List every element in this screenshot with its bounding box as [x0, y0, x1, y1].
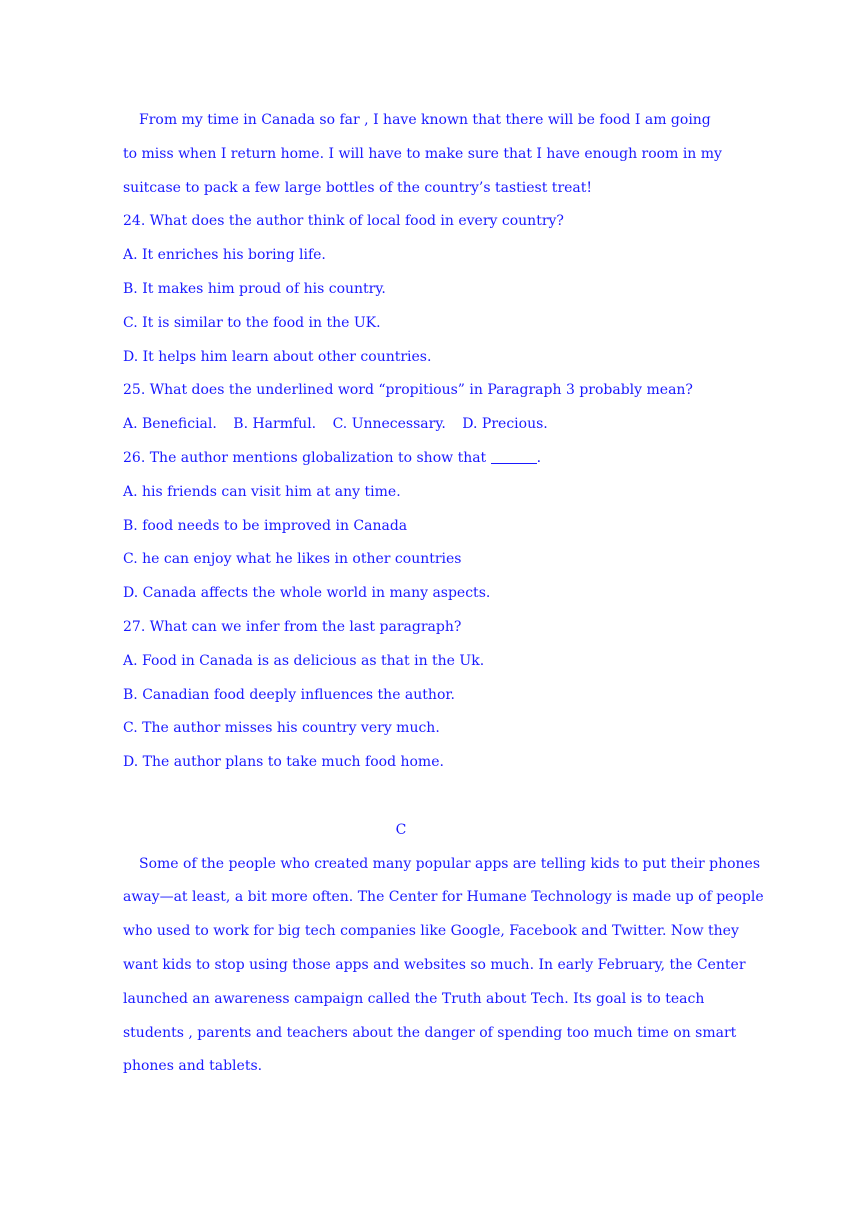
q27-option-c: C. The author misses his country very much.: [123, 720, 440, 737]
q27-option-d: D. The author plans to take much food home.: [123, 754, 444, 771]
section-c-title: C: [395, 821, 407, 838]
q25-option-d: D. Precious.: [462, 416, 548, 433]
q26-question-text: 26. The author mentions globalization to show that: [123, 449, 487, 466]
q26-question-end: .: [536, 449, 542, 466]
q25-option-c: C. Unnecessary.: [332, 416, 446, 433]
q24-option-a: A. It enriches his boring life.: [123, 247, 326, 264]
q27-option-b: B. Canadian food deeply influences the author.: [123, 686, 455, 703]
section-spacer: [123, 780, 743, 814]
question-25: 25. What does the underlined word “propitious” in Paragraph 3 probably mean?: [123, 382, 693, 399]
paragraph-line: Some of the people who created many popular apps are telling kids to put their phones: [139, 855, 761, 872]
q25-option-a: A. Beneficial.: [123, 416, 217, 433]
question-26: [123, 442, 743, 476]
q26-option-a: A. his friends can visit him at any time.: [123, 483, 401, 500]
paragraph-line: want kids to stop using those apps and websites so much. In early February, the Center: [123, 956, 746, 973]
paragraph-line: launched an awareness campaign called the Truth about Tech. Its goal is to teach: [123, 990, 705, 1007]
q26-option-d: D. Canada affects the whole world in many aspects.: [123, 585, 491, 602]
q25-options: [123, 408, 743, 442]
q26-option-b: B. food needs to be improved in Canada: [123, 517, 408, 534]
document-page: [123, 104, 764, 1084]
q26-option-c: C. he can enjoy what he likes in other countries: [123, 551, 462, 568]
answer-blank: [491, 449, 537, 464]
paragraph-line: who used to work for big tech companies like Google, Facebook and Twitter. Now they: [123, 923, 739, 940]
q25-option-b: B. Harmful.: [233, 416, 317, 433]
question-27: 27. What can we infer from the last paragraph?: [123, 618, 462, 635]
paragraph-line: away—at least, a bit more often. The Center for Humane Technology is made up of people: [123, 889, 764, 906]
q27-option-a: A. Food in Canada is as delicious as that in the Uk.: [123, 652, 485, 669]
paragraph-line: phones and tablets.: [123, 1058, 263, 1075]
q24-option-d: D. It helps him learn about other countries.: [123, 348, 432, 365]
paragraph-line: From my time in Canada so far , I have known that there will be food I am going: [139, 112, 711, 128]
question-24: 24. What does the author think of local food in every country?: [123, 213, 564, 230]
q24-option-c: C. It is similar to the food in the UK.: [123, 314, 381, 331]
paragraph-line: to miss when I return home. I will have to make sure that I have enough room in my: [123, 145, 722, 162]
paragraph-line: suitcase to pack a few large bottles of the country’s tastiest treat!: [123, 179, 593, 196]
paragraph-line: students , parents and teachers about the danger of spending too much time on smart: [123, 1024, 737, 1041]
q24-option-b: B. It makes him proud of his country.: [123, 280, 386, 297]
